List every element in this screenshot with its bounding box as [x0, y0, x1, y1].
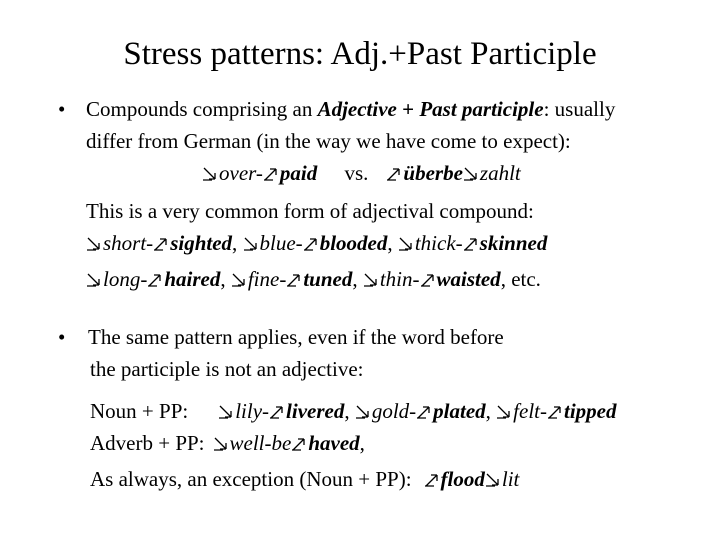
primary-stress-icon	[286, 272, 302, 288]
s1-example-1	[202, 160, 521, 186]
ex-tuned: tuned	[303, 267, 353, 291]
secondary-stress-icon	[218, 404, 234, 420]
primary-stress-icon	[153, 236, 169, 252]
ex-thin: thin-	[379, 267, 420, 291]
bullet-2: •	[58, 325, 66, 349]
primary-stress-icon	[303, 236, 319, 252]
ex-sighted: sighted	[170, 231, 233, 255]
secondary-stress-icon	[213, 436, 229, 452]
adverb-label: Adverb + PP:	[90, 431, 205, 455]
ex-tipped: tipped	[564, 399, 617, 423]
primary-stress-icon	[269, 404, 285, 420]
ex-flood: flood	[440, 467, 485, 491]
primary-stress-icon	[420, 272, 436, 288]
s1-text-e: : usually	[543, 97, 616, 121]
ex-plated: plated	[433, 399, 486, 423]
s1-line1	[86, 96, 615, 122]
comma: ,	[232, 231, 238, 255]
comma: ,	[344, 399, 350, 423]
comma: ,	[387, 231, 393, 255]
secondary-stress-icon	[86, 236, 102, 252]
ex-long: long-	[103, 267, 148, 291]
ex-haired: haired	[164, 267, 221, 291]
primary-stress-icon	[463, 236, 479, 252]
ex-gold: gold-	[371, 399, 417, 423]
secondary-stress-icon	[398, 236, 414, 252]
s1-examples-row1	[86, 230, 547, 256]
s1-plus: +	[396, 97, 420, 121]
ex-wellbe: well-be	[229, 431, 292, 455]
ex-blue: blue-	[259, 231, 303, 255]
ex-paid: paid	[279, 161, 318, 185]
comma: ,	[352, 267, 358, 291]
primary-stress-icon	[416, 404, 432, 420]
primary-stress-icon	[263, 166, 279, 182]
bullet-1: •	[58, 97, 66, 121]
ex-short: short-	[103, 231, 154, 255]
primary-stress-icon	[424, 472, 440, 488]
s1-examples-row2	[86, 266, 541, 292]
comma: ,	[220, 267, 226, 291]
s1-text-a: Compounds comprising an	[86, 97, 318, 121]
secondary-stress-icon	[363, 272, 379, 288]
primary-stress-icon	[547, 404, 563, 420]
primary-stress-icon	[386, 166, 402, 182]
s1-line2: differ from German (in the way we have come to expect):	[86, 129, 571, 153]
s1-line4: This is a very common form of adjectival compound:	[86, 199, 534, 223]
s1-adjective: Adjective	[317, 97, 397, 121]
s2-line2: the participle is not an adjective:	[90, 357, 364, 381]
ex-waisted: waisted	[436, 267, 501, 291]
s2-line1: The same pattern applies, even if the word before	[88, 325, 504, 349]
secondary-stress-icon	[463, 166, 479, 182]
secondary-stress-icon	[202, 166, 218, 182]
noun-label: Noun + PP:	[90, 399, 189, 423]
comma: ,	[485, 399, 491, 423]
secondary-stress-icon	[355, 404, 371, 420]
ex-haved: haved	[308, 431, 360, 455]
ex-skinned: skinned	[479, 231, 548, 255]
s2-exception-row	[90, 466, 519, 492]
secondary-stress-icon	[496, 404, 512, 420]
s2-noun-row	[90, 398, 617, 424]
ex-fine: fine-	[247, 267, 287, 291]
secondary-stress-icon	[243, 236, 259, 252]
ex-livered: livered	[286, 399, 345, 423]
slide-title: Stress patterns: Adj.+Past Participle	[123, 36, 597, 72]
ex-uberbe: überbe	[403, 161, 463, 185]
ex-felt: felt-	[513, 399, 547, 423]
ex-lit: lit	[501, 467, 520, 491]
secondary-stress-icon	[231, 272, 247, 288]
ex-over: over-	[219, 161, 263, 185]
ex-blooded: blooded	[319, 231, 388, 255]
primary-stress-icon	[147, 272, 163, 288]
ex-lily: lily-	[235, 399, 270, 423]
secondary-stress-icon	[485, 472, 501, 488]
s1-past-participle: Past participle	[419, 97, 544, 121]
ex-vs: vs.	[344, 161, 369, 185]
ex-thick: thick-	[414, 231, 463, 255]
comma: ,	[359, 431, 365, 455]
ex-etc: , etc.	[500, 267, 541, 291]
ex-zahlt: zahlt	[479, 161, 521, 185]
secondary-stress-icon	[86, 272, 102, 288]
s2-adverb-row	[90, 430, 365, 456]
exception-label: As always, an exception (Noun + PP):	[90, 467, 412, 491]
primary-stress-icon	[291, 436, 307, 452]
